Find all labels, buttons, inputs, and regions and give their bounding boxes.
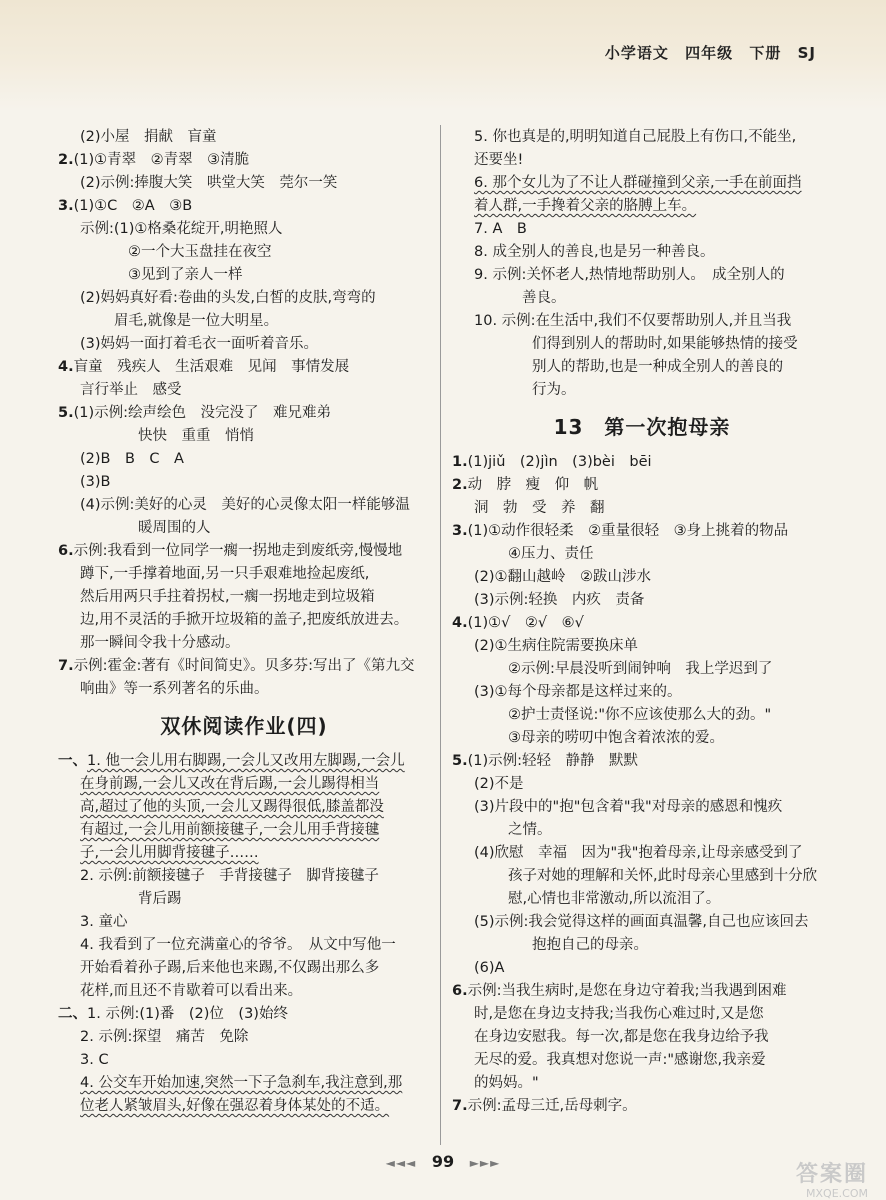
- answer-text: 5. 你也真是的,明明知道自己屁股上有伤口,不能坐,: [474, 129, 797, 145]
- answer-line: [452, 934, 832, 957]
- answer-text: 边,用不灵活的手掀开垃圾箱的盖子,把废纸放进去。: [80, 612, 409, 628]
- page-footer: [0, 1152, 886, 1171]
- answer-line: [58, 678, 430, 701]
- question-number: 3.: [58, 198, 74, 214]
- answer-text: 有超过,一会儿用前额接毽子,一会儿用手背接毽: [80, 822, 380, 838]
- answer-line: [58, 911, 430, 934]
- answer-line: [58, 333, 430, 356]
- answer-line: [452, 287, 832, 310]
- page-number: 99: [431, 1152, 455, 1171]
- answer-line: [452, 333, 832, 356]
- answer-line: [58, 287, 430, 310]
- answer-line: [58, 448, 430, 471]
- next-arrows-icon: ►►►: [469, 1156, 501, 1170]
- answer-line: [58, 773, 430, 796]
- question-number: 3.: [452, 523, 468, 539]
- answer-text: (6)A: [474, 960, 505, 976]
- answer-text: 示例:(1)①格桑花绽开,明艳照人: [80, 221, 283, 237]
- answer-text: (1)示例:绘声绘色 没完没了 难兄难弟: [73, 405, 332, 421]
- answer-line: [58, 1003, 430, 1026]
- answer-line: [452, 865, 832, 888]
- question-number: 1.: [452, 454, 468, 470]
- answer-text: 蹲下,一手撑着地面,另一只手艰难地捡起废纸,: [80, 566, 370, 582]
- question-number: 6.: [58, 543, 74, 559]
- question-number: 2.: [452, 477, 468, 493]
- left-answers-block: [58, 126, 430, 701]
- answer-text: 2. 示例:探望 痛苦 免除: [80, 1029, 249, 1045]
- answer-line: [452, 888, 832, 911]
- answer-text: ③母亲的唠叨中饱含着浓浓的爱。: [508, 730, 724, 746]
- answer-text: (3)B: [80, 474, 111, 490]
- answer-line: [58, 471, 430, 494]
- answer-text: 示例:霍金:著有《时间简史》。贝多芬:写出了《第九交: [73, 658, 415, 674]
- question-number: 5.: [58, 405, 74, 421]
- answer-line: [58, 1049, 430, 1072]
- answer-line: [58, 149, 430, 172]
- answer-text: (1)①C ②A ③B: [73, 198, 193, 214]
- answer-text: 4. 我看到了一位充满童心的爷爷。 从文中写他一: [80, 937, 396, 953]
- answer-text: 6. 那个女儿为了不让人群碰撞到父亲,一手在前面挡: [474, 175, 802, 191]
- answer-text: ④压力、责任: [508, 546, 594, 562]
- answer-text: 着人群,一手搀着父亲的胳膊上车。: [474, 198, 697, 214]
- answer-line: [58, 356, 430, 379]
- answer-text: 2. 示例:前额接毽子 手背接毽子 脚背接毽子: [80, 868, 379, 884]
- right-column: [452, 126, 832, 1118]
- answer-line: [452, 842, 832, 865]
- answer-text: 响曲》等一系列著名的乐曲。: [80, 681, 269, 697]
- answer-text: 3. 童心: [80, 914, 128, 930]
- answer-text: 7. A B: [474, 221, 527, 237]
- answer-line: [452, 658, 832, 681]
- answer-line: [58, 310, 430, 333]
- answer-text: 之情。: [508, 822, 552, 838]
- answer-line: [58, 563, 430, 586]
- answer-line: [452, 264, 832, 287]
- answer-text: (1)①动作很轻柔 ②重量很轻 ③身上挑着的物品: [467, 523, 789, 539]
- answer-text: 言行举止 感受: [80, 382, 182, 398]
- answer-line: [58, 1072, 430, 1095]
- question-number: 一、: [58, 753, 87, 769]
- answer-text: 示例:我看到一位同学一瘸一拐地走到废纸旁,慢慢地: [73, 543, 403, 559]
- question-number: 4.: [58, 359, 74, 375]
- answer-line: [452, 126, 832, 149]
- answer-text: (3)片段中的"抱"包含着"我"对母亲的感恩和愧疚: [474, 799, 783, 815]
- weekend-answers-block: [58, 750, 430, 1118]
- section-title-weekend-reading: 双休阅读作业(四): [160, 714, 328, 738]
- answer-line: [452, 356, 832, 379]
- answer-line: [58, 172, 430, 195]
- answer-text: 然后用两只手拄着拐杖,一瘸一拐地走到垃圾箱: [80, 589, 375, 605]
- answer-text: 孩子对她的理解和关怀,此时母亲心里感到十分欣: [508, 868, 818, 884]
- question-number: 5.: [452, 753, 468, 769]
- answer-text: 时,是您在身边支持我;当我伤心难过时,又是您: [474, 1006, 764, 1022]
- answer-line: [452, 241, 832, 264]
- answer-text: 动 脖 瘦 仰 帆: [467, 477, 599, 493]
- answer-line: [58, 126, 430, 149]
- answer-text: ②护士责怪说:"你不应该使那么大的劲。": [508, 707, 772, 723]
- answer-text: (2)小屋 捐献 盲童: [80, 129, 217, 145]
- answer-text: ③见到了亲人一样: [128, 267, 243, 283]
- answer-line: [452, 727, 832, 750]
- answer-line: [58, 195, 430, 218]
- answer-line: [452, 980, 832, 1003]
- answer-text: (1)①青翠 ②青翠 ③清脆: [73, 152, 250, 168]
- answer-line: [58, 842, 430, 865]
- answer-line: [58, 980, 430, 1003]
- question-number: 7.: [452, 1098, 468, 1114]
- answer-line: [452, 474, 832, 497]
- answer-text: 示例:孟母三迁,岳母刺字。: [467, 1098, 637, 1114]
- answer-text: 那一瞬间令我十分感动。: [80, 635, 240, 651]
- answer-text: 慰,心情也非常激动,所以流泪了。: [508, 891, 721, 907]
- watermark-logo: 答案圈: [795, 1162, 868, 1187]
- answer-line: [452, 310, 832, 333]
- question-number: 二、: [58, 1006, 87, 1022]
- page-header: [595, 42, 816, 63]
- answer-line: [452, 911, 832, 934]
- answer-text: 暖周围的人: [138, 520, 211, 536]
- answer-text: 子,一会儿用脚背接毽子……: [80, 845, 259, 861]
- answer-line: [58, 517, 430, 540]
- answer-text: 开始看着孙子踢,后来他也来踢,不仅踢出那么多: [80, 960, 380, 976]
- question-number: 6.: [452, 983, 468, 999]
- answer-line: [58, 865, 430, 888]
- answer-line: [452, 773, 832, 796]
- answer-text: 无尽的爱。我真想对您说一声:"感谢您,我亲爱: [474, 1052, 766, 1068]
- answer-text: 快快 重重 悄悄: [138, 428, 254, 444]
- answer-line: [58, 1095, 430, 1118]
- answer-text: 背后踢: [138, 891, 182, 907]
- answer-text: (3)示例:轻换 内疚 责备: [474, 592, 645, 608]
- answer-text: (3)妈妈一面打着毛衣一面听着音乐。: [80, 336, 319, 352]
- answer-text: 3. C: [80, 1052, 109, 1068]
- answer-line: [58, 934, 430, 957]
- answer-line: [58, 1026, 430, 1049]
- answer-text: (1)jiǔ (2)jìn (3)bèi bēi: [467, 454, 652, 470]
- answer-line: [58, 957, 430, 980]
- answer-line: [452, 1095, 832, 1118]
- lesson-13-answers-block: [452, 451, 832, 1118]
- answer-text: (2)①翻山越岭 ②跋山涉水: [474, 569, 652, 585]
- answer-text: 洞 勃 受 养 翻: [474, 500, 605, 516]
- answer-text: (3)①每个母亲都是这样过来的。: [474, 684, 682, 700]
- answer-text: 抱抱自己的母亲。: [532, 937, 648, 953]
- answer-line: [58, 632, 430, 655]
- answer-line: [58, 655, 430, 678]
- answer-text: 1. 示例:(1)番 (2)位 (3)始终: [87, 1006, 288, 1022]
- answer-text: 们得到别人的帮助时,如果能够热情的接受: [532, 336, 798, 352]
- answer-text: 盲童 残疾人 生活艰难 见闻 事情发展: [73, 359, 350, 375]
- answer-line: [452, 750, 832, 773]
- answer-line: [58, 425, 430, 448]
- left-column: [58, 126, 430, 1118]
- answer-line: [452, 379, 832, 402]
- answer-line: [58, 819, 430, 842]
- answer-text: (2)妈妈真好看:卷曲的头发,白皙的皮肤,弯弯的: [80, 290, 376, 306]
- answer-line: [58, 586, 430, 609]
- prev-arrows-icon: ◄◄◄: [385, 1156, 417, 1170]
- answer-text: 在身前踢,一会儿又改在背后踢,一会儿踢得相当: [80, 776, 380, 792]
- answer-text: (4)欣慰 幸福 因为"我"抱着母亲,让母亲感受到了: [474, 845, 803, 861]
- answer-text: (1)①√ ②√ ⑥√: [467, 615, 584, 631]
- answer-text: 的妈妈。": [474, 1075, 539, 1091]
- answer-line: [452, 1072, 832, 1095]
- answer-text: 示例:当我生病时,是您在身边守着我;当我遇到困难: [467, 983, 787, 999]
- answer-line: [452, 218, 832, 241]
- answer-text: 4. 公交车开始加速,突然一下子急刹车,我注意到,那: [80, 1075, 403, 1091]
- answer-text: (1)示例:轻轻 静静 默默: [467, 753, 639, 769]
- answer-text: 10. 示例:在生活中,我们不仅要帮助别人,并且当我: [474, 313, 792, 329]
- header-edition: SJ: [797, 44, 816, 62]
- answer-text: ②示例:早晨没听到闹钟响 我上学迟到了: [508, 661, 773, 677]
- answer-line: [452, 195, 832, 218]
- question-number: 2.: [58, 152, 74, 168]
- answer-line: [452, 589, 832, 612]
- answer-line: [58, 888, 430, 911]
- answer-line: [452, 1049, 832, 1072]
- right-answers-block: [452, 126, 832, 402]
- answer-text: 8. 成全别人的善良,也是另一种善良。: [474, 244, 715, 260]
- answer-line: [452, 543, 832, 566]
- answer-line: [58, 264, 430, 287]
- answer-text: 行为。: [532, 382, 576, 398]
- answer-text: (2)①生病住院需要换床单: [474, 638, 639, 654]
- answer-text: (4)示例:美好的心灵 美好的心灵像太阳一样能够温: [80, 497, 410, 513]
- header-subject: 小学语文: [604, 44, 669, 62]
- question-number: 4.: [452, 615, 468, 631]
- answer-text: 9. 示例:关怀老人,热情地帮助别人。 成全别人的: [474, 267, 785, 283]
- answer-text: 善良。: [522, 290, 566, 306]
- watermark-url: MXQE.COM: [806, 1187, 868, 1200]
- section-title-lesson-13: 13 第一次抱母亲: [553, 415, 731, 439]
- answer-line: [452, 520, 832, 543]
- answer-line: [58, 241, 430, 264]
- answer-text: (2)不是: [474, 776, 524, 792]
- answer-text: ②一个大玉盘挂在夜空: [128, 244, 272, 260]
- answer-line: [58, 494, 430, 517]
- answer-text: (2)示例:捧腹大笑 哄堂大笑 莞尔一笑: [80, 175, 338, 191]
- answer-line: [452, 1003, 832, 1026]
- answer-line: [58, 609, 430, 632]
- header-grade: 四年级: [685, 44, 734, 62]
- answer-line: [452, 796, 832, 819]
- answer-text: 高,超过了他的头顶,一会儿又踢得很低,膝盖都没: [80, 799, 384, 815]
- answer-line: [452, 612, 832, 635]
- answer-line: [452, 566, 832, 589]
- answer-line: [452, 681, 832, 704]
- answer-line: [452, 1026, 832, 1049]
- answer-line: [452, 497, 832, 520]
- answer-line: [452, 451, 832, 474]
- answer-text: 花样,而且还不肯歇着可以看出来。: [80, 983, 303, 999]
- answer-line: [58, 402, 430, 425]
- answer-text: 还要坐!: [474, 152, 524, 168]
- answer-line: [452, 957, 832, 980]
- answer-text: 眉毛,就像是一位大明星。: [114, 313, 279, 329]
- column-divider: [440, 125, 441, 1145]
- answer-line: [452, 149, 832, 172]
- answer-text: (2)B B C A: [80, 451, 184, 467]
- answer-line: [58, 218, 430, 241]
- answer-text: 位老人紧皱眉头,好像在强忍着身体某处的不适。: [80, 1098, 390, 1114]
- answer-text: 在身边安慰我。每一次,都是您在我身边给予我: [474, 1029, 769, 1045]
- answer-line: [452, 704, 832, 727]
- answer-line: [452, 635, 832, 658]
- answer-line: [58, 796, 430, 819]
- answer-line: [452, 172, 832, 195]
- answer-line: [452, 819, 832, 842]
- answer-text: 别人的帮助,也是一种成全别人的善良的: [532, 359, 784, 375]
- header-term: 下册: [749, 44, 782, 62]
- answer-text: (5)示例:我会觉得这样的画面真温馨,自己也应该回去: [474, 914, 809, 930]
- answer-line: [58, 540, 430, 563]
- answer-line: [58, 379, 430, 402]
- question-number: 7.: [58, 658, 74, 674]
- answer-text: 1. 他一会儿用右脚踢,一会儿又改用左脚踢,一会儿: [87, 753, 405, 769]
- answer-line: [58, 750, 430, 773]
